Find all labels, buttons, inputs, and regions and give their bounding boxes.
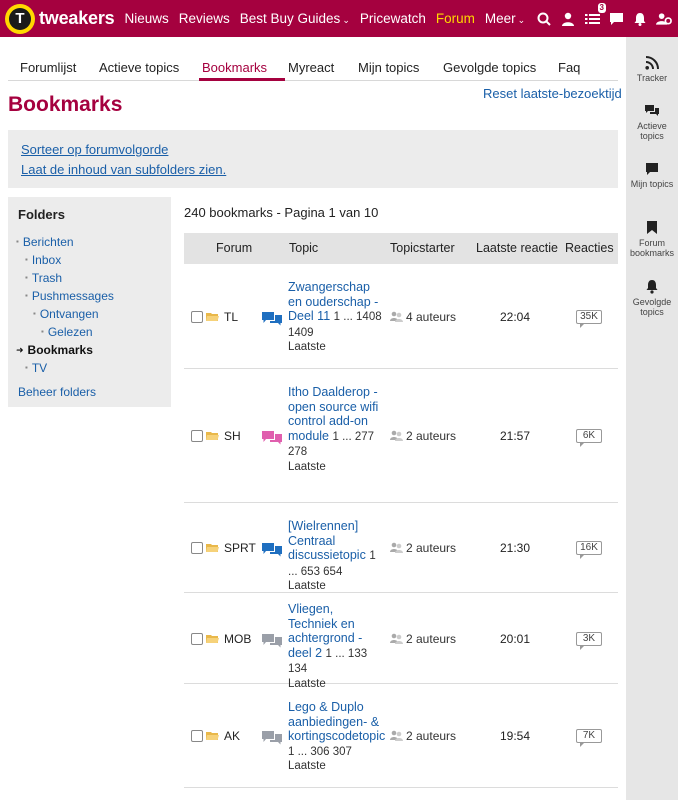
bookmarks-table xyxy=(184,233,618,800)
logo-text: tweakers xyxy=(39,8,115,28)
sidebar-item-forum-bookmarks[interactable] xyxy=(626,220,678,258)
authors-label: 2 auteurs xyxy=(406,632,457,646)
folder-label: Trash xyxy=(31,271,63,285)
last-reply-time[interactable]: 22:04 xyxy=(500,310,531,324)
settings-users-icon[interactable] xyxy=(656,11,672,27)
reset-last-visit-link[interactable]: Reset laatste-bezoektijd xyxy=(483,86,622,101)
folder-label: Inbox xyxy=(31,253,62,267)
column-header-last-reply[interactable]: Laatste reactie xyxy=(476,241,558,255)
sidebar-item-label: Tracker xyxy=(636,73,668,83)
bookmark-checkbox[interactable] xyxy=(191,633,203,645)
forum-code[interactable]: AK xyxy=(224,729,241,743)
folder-icon xyxy=(206,634,219,644)
last-page-link[interactable]: Laatste xyxy=(288,677,326,690)
folder-tv[interactable] xyxy=(25,361,47,375)
sidebar-item-actieve-topics[interactable] xyxy=(626,104,678,141)
tab-bookmarks[interactable]: Bookmarks xyxy=(202,60,268,75)
sidebar-item-gevolgde-topics[interactable] xyxy=(626,279,678,317)
sidebar-item-label: Forum bookmarks xyxy=(629,238,674,258)
chevron-down-icon: ⌄ xyxy=(517,15,526,25)
nav-nieuws[interactable]: Nieuws xyxy=(124,11,169,26)
authors-label: 2 auteurs xyxy=(406,429,457,443)
folder-ontvangen[interactable] xyxy=(33,307,99,321)
column-header-forum[interactable]: Forum xyxy=(216,241,253,255)
manage-folders-link[interactable]: Beheer folders xyxy=(18,385,97,399)
forum-code[interactable]: SH xyxy=(224,429,241,443)
bookmark-checkbox[interactable] xyxy=(191,430,203,442)
bullet-icon: ▪ xyxy=(33,309,36,318)
tab-faq[interactable]: Faq xyxy=(558,60,581,75)
folder-pushmessages[interactable] xyxy=(25,289,114,303)
sidebar-item-label: Actieve topics xyxy=(637,121,667,141)
last-page-link[interactable]: Laatste xyxy=(288,460,326,473)
folder-label: Ontvangen xyxy=(39,307,99,321)
active-tab-indicator xyxy=(199,78,285,81)
logo-letter: T xyxy=(9,8,31,30)
topic-link[interactable]: Zwangerschap en ouderschap - Deel 11 xyxy=(288,280,379,324)
forum-code[interactable]: SPRT xyxy=(224,541,256,555)
chevron-down-icon: ⌄ xyxy=(342,15,350,25)
top-navigation-bar xyxy=(0,0,678,37)
bullet-icon: ▪ xyxy=(16,237,19,246)
last-reply-time[interactable]: 21:57 xyxy=(500,429,531,443)
top-icons xyxy=(536,0,672,37)
search-icon[interactable] xyxy=(536,11,552,27)
folder-label: Gelezen xyxy=(47,325,93,339)
last-page-link[interactable]: Laatste xyxy=(288,341,326,354)
tab-myreact[interactable]: Myreact xyxy=(288,60,335,75)
folder-label: Bookmarks xyxy=(27,343,93,357)
bullet-icon: ▪ xyxy=(25,255,28,264)
show-subfolders-link[interactable]: Laat de inhoud van subfolders zien. xyxy=(21,162,227,177)
authors-icon xyxy=(390,311,403,322)
forum-tabs xyxy=(8,56,618,81)
last-page-link[interactable]: Laatste xyxy=(288,580,326,593)
messages-icon[interactable] xyxy=(608,11,624,27)
notification-count-badge: 3 xyxy=(599,2,604,12)
folder-inbox[interactable] xyxy=(25,253,61,267)
folders-panel xyxy=(8,197,171,407)
sidebar-item-tracker[interactable] xyxy=(626,56,678,83)
authors-label: 4 auteurs xyxy=(406,310,457,324)
authors-icon xyxy=(390,430,403,441)
bell-icon[interactable] xyxy=(632,11,648,27)
topic-bubble-icon xyxy=(262,429,282,445)
topic-link[interactable]: Lego & Duplo aanbiedingen- & kortingscodetopic xyxy=(288,700,386,744)
authors-icon xyxy=(390,730,403,741)
table-header xyxy=(184,233,618,264)
topic-cell xyxy=(288,385,383,475)
sort-by-forum-order-link[interactable]: Sorteer op forumvolgorde xyxy=(21,142,169,157)
nav-best-buy-guides[interactable] xyxy=(240,11,350,26)
chat-bubbles-icon xyxy=(644,104,660,118)
nav-meer[interactable] xyxy=(485,11,525,26)
bookmark-count: 240 bookmarks - Pagina 1 van 10 xyxy=(184,205,379,220)
page-title: Bookmarks xyxy=(8,93,123,116)
folder-label: Pushmessages xyxy=(31,289,114,303)
nav-reviews[interactable]: Reviews xyxy=(178,11,230,26)
bookmark-checkbox[interactable] xyxy=(191,311,203,323)
bookmark-checkbox[interactable] xyxy=(191,542,203,554)
bookmark-checkbox[interactable] xyxy=(191,730,203,742)
topic-link[interactable]: [Wielrennen] Centraal discussietopic xyxy=(288,519,366,563)
nav-meer-label: Meer xyxy=(484,11,516,26)
table-row[interactable] xyxy=(184,593,618,690)
topic-pages[interactable]: 1 ... 306 307 xyxy=(288,745,352,758)
topic-pages[interactable]: 1 ... 653 654 xyxy=(288,550,376,578)
chat-bubble-icon xyxy=(645,162,659,176)
topic-bubble-icon xyxy=(262,310,282,326)
forum-code[interactable]: MOB xyxy=(224,632,252,646)
reply-count-badge: 35K xyxy=(576,310,602,324)
topic-link[interactable]: Vliegen, Techniek en achtergrond - deel 2 xyxy=(288,602,363,660)
table-row[interactable] xyxy=(184,684,618,788)
folder-icon xyxy=(206,312,219,322)
table-row[interactable] xyxy=(184,264,618,369)
forum-code[interactable]: TL xyxy=(224,310,239,324)
last-reply-time[interactable]: 19:54 xyxy=(500,729,531,743)
user-icon[interactable] xyxy=(560,11,576,27)
last-page-link[interactable]: Laatste xyxy=(288,760,326,773)
folder-icon xyxy=(206,431,219,441)
authors-icon xyxy=(390,633,403,644)
topic-pages[interactable]: 1 ... 1408 1409 xyxy=(288,311,382,339)
sidebar-item-mijn-topics[interactable] xyxy=(626,162,678,189)
logo-badge-icon xyxy=(5,4,35,34)
last-reply-time[interactable]: 20:01 xyxy=(500,632,531,646)
bullet-icon: ▪ xyxy=(41,327,44,336)
folder-bookmarks[interactable] xyxy=(16,343,93,357)
topic-starters xyxy=(390,729,456,743)
reply-count-badge: 6K xyxy=(576,429,602,443)
table-row[interactable] xyxy=(184,369,618,503)
main-nav xyxy=(124,11,535,26)
tab-forumlijst[interactable]: Forumlijst xyxy=(20,60,77,75)
bookmark-icon xyxy=(646,220,658,235)
folder-gelezen[interactable] xyxy=(41,325,93,339)
topic-starters xyxy=(390,310,456,324)
column-header-replies[interactable]: Reacties xyxy=(565,241,614,255)
tab-gevolgde-topics[interactable]: Gevolgde topics xyxy=(443,60,537,75)
sidebar-item-label: Gevolgde topics xyxy=(632,297,672,317)
topic-cell xyxy=(288,519,383,594)
right-sidebar xyxy=(626,37,678,800)
topic-starters xyxy=(390,429,456,443)
reply-count-badge: 3K xyxy=(576,632,602,646)
list-icon[interactable] xyxy=(584,2,604,27)
tweakers-logo[interactable] xyxy=(5,0,114,37)
table-row[interactable] xyxy=(184,503,618,593)
nav-forum[interactable]: Forum xyxy=(435,11,475,26)
topic-pages[interactable]: 1 ... 133 134 xyxy=(288,647,368,676)
topic-bubble-icon xyxy=(262,632,282,648)
sort-options-box xyxy=(8,130,618,188)
topic-cell xyxy=(288,602,383,692)
column-header-topic[interactable]: Topic xyxy=(289,241,319,255)
folder-label: TV xyxy=(31,361,48,375)
topic-link[interactable]: Itho Daalderop - open source wifi control add-on module xyxy=(288,385,379,443)
bullet-icon: ▪ xyxy=(25,291,28,300)
column-header-topicstarter[interactable]: Topicstarter xyxy=(390,241,455,255)
topic-cell xyxy=(288,700,386,774)
last-reply-time[interactable]: 21:30 xyxy=(500,541,531,555)
topic-pages[interactable]: 1 ... 277 278 xyxy=(288,430,375,459)
rss-icon xyxy=(645,56,659,70)
bullet-icon: ▪ xyxy=(25,273,28,282)
folder-trash[interactable] xyxy=(25,271,62,285)
topic-bubble-icon xyxy=(262,729,282,745)
topic-bubble-icon xyxy=(262,541,282,557)
folders-title: Folders xyxy=(18,207,65,222)
folder-berichten[interactable] xyxy=(16,235,74,249)
tab-mijn-topics[interactable]: Mijn topics xyxy=(358,60,420,75)
topic-starters xyxy=(390,632,456,646)
sidebar-item-label: Mijn topics xyxy=(630,179,674,189)
table-row[interactable] xyxy=(184,788,618,800)
bullet-icon: ▪ xyxy=(25,363,28,372)
authors-label: 2 auteurs xyxy=(406,541,457,555)
bell-icon xyxy=(645,279,659,294)
tab-actieve-topics[interactable]: Actieve topics xyxy=(99,60,180,75)
authors-label: 2 auteurs xyxy=(406,729,457,743)
arrow-right-icon: ➜ xyxy=(16,345,24,355)
topic-starters xyxy=(390,541,456,555)
authors-icon xyxy=(390,542,403,553)
nav-pricewatch[interactable]: Pricewatch xyxy=(359,11,426,26)
reply-count-badge: 16K xyxy=(576,541,602,555)
nav-best-buy-guides-label: Best Buy Guides xyxy=(239,11,341,26)
folder-icon xyxy=(206,731,219,741)
reply-count-badge: 7K xyxy=(576,729,602,743)
topic-cell xyxy=(288,280,383,355)
folder-icon xyxy=(206,543,219,553)
folder-label: Berichten xyxy=(22,235,74,249)
